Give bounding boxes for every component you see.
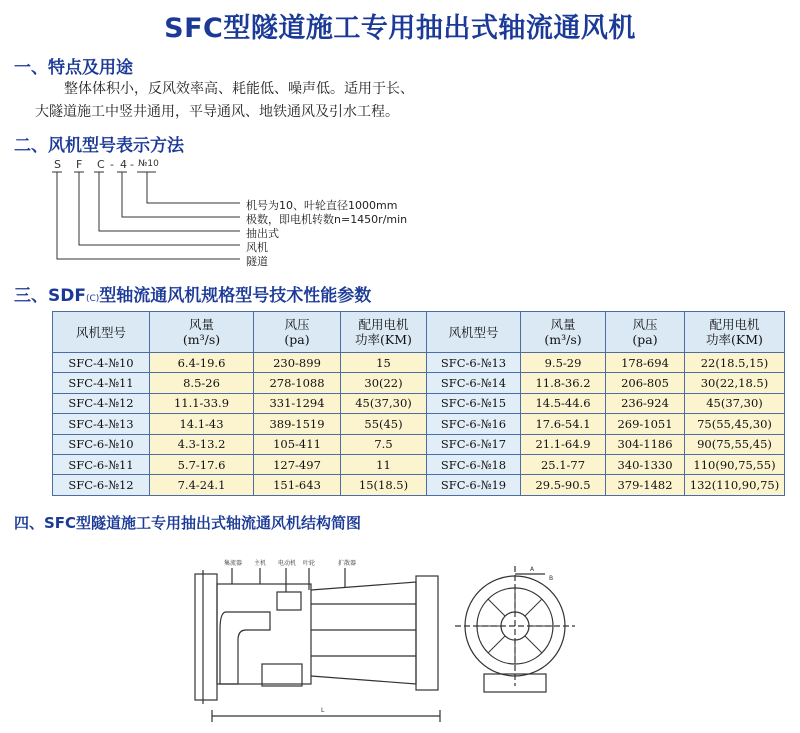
- label-b: B: [549, 575, 554, 582]
- table-cell: 379-1482: [606, 475, 685, 495]
- section-3-sub: (C): [85, 294, 100, 304]
- label-motor: 电动机: [278, 560, 297, 567]
- table-cell: 7.4-24.1: [150, 475, 254, 495]
- table-cell: SFC-4-№11: [53, 373, 150, 393]
- table-cell: 389-1519: [254, 414, 341, 434]
- model-letter-dash-1: -: [110, 158, 114, 171]
- section-3-prefix: 三、SDF: [14, 286, 86, 306]
- model-letter-f: F: [76, 158, 83, 171]
- th-model-2: 风机型号: [427, 312, 521, 353]
- th-airflow-1: 风量 (m³/s): [150, 312, 254, 353]
- table-cell: SFC-6-№14: [427, 373, 521, 393]
- table-cell: 11.8-36.2: [521, 373, 606, 393]
- model-letter-dash-2: -: [130, 158, 134, 171]
- table-cell: 230-899: [254, 353, 341, 373]
- table-cell: SFC-6-№13: [427, 353, 521, 373]
- table-cell: 6.4-19.6: [150, 353, 254, 373]
- table-cell: 15(18.5): [341, 475, 427, 495]
- features-line-1: 整体体积小，反风效率高、耗能低、噪声低。适用于长、: [64, 81, 414, 97]
- model-desc-tunnel: 隧道: [246, 255, 268, 268]
- section-heading-features: 一、特点及用途: [14, 58, 133, 78]
- label-a: A: [530, 566, 535, 573]
- label-collector: 集流器: [224, 560, 243, 567]
- table-cell: SFC-6-№16: [427, 414, 521, 434]
- table-cell: 340-1330: [606, 454, 685, 474]
- table-cell: 11.1-33.9: [150, 393, 254, 413]
- table-cell: 29.5-90.5: [521, 475, 606, 495]
- table-cell: SFC-6-№19: [427, 475, 521, 495]
- table-cell: 206-805: [606, 373, 685, 393]
- model-desc-number: 机号为10、叶轮直径1000mm: [246, 199, 398, 212]
- model-letter-c: C: [97, 158, 105, 171]
- features-line-2: 大隧道施工中竖井通用，平导通风、地铁通风及引水工程。: [35, 104, 399, 120]
- table-cell: 236-924: [606, 393, 685, 413]
- model-letter-number: №10: [138, 159, 159, 169]
- table-cell: SFC-6-№17: [427, 434, 521, 454]
- table-cell: 14.5-44.6: [521, 393, 606, 413]
- label-length: L: [321, 707, 325, 714]
- table-cell: 278-1088: [254, 373, 341, 393]
- table-cell: 90(75,55,45): [685, 434, 785, 454]
- model-desc-extraction: 抽出式: [246, 227, 279, 240]
- table-cell: 105-411: [254, 434, 341, 454]
- diffuser-shape: [311, 582, 416, 684]
- table-cell: 269-1051: [606, 414, 685, 434]
- table-cell: 7.5: [341, 434, 427, 454]
- table-cell: 5.7-17.6: [150, 454, 254, 474]
- table-cell: 8.5-26: [150, 373, 254, 393]
- table-cell: 30(22,18.5): [685, 373, 785, 393]
- th-pressure-1: 风压 (pa): [254, 312, 341, 353]
- table-cell: 45(37,30): [341, 393, 427, 413]
- table-cell: SFC-4-№10: [53, 353, 150, 373]
- model-letter-s: S: [54, 158, 61, 171]
- table-cell: 22(18.5,15): [685, 353, 785, 373]
- page-title: SFC型隧道施工专用抽出式轴流通风机: [164, 13, 636, 44]
- th-motor-1: 配用电机 功率(KM): [341, 312, 427, 353]
- table-cell: 304-1186: [606, 434, 685, 454]
- table-cell: SFC-6-№18: [427, 454, 521, 474]
- model-letter-poles: 4: [120, 158, 127, 171]
- label-main: 主机: [254, 560, 267, 567]
- outlet-flange-shape: [416, 576, 438, 690]
- label-impeller: 叶轮: [303, 560, 316, 567]
- main-housing-shape: [217, 584, 311, 684]
- collector-shape: [195, 574, 217, 700]
- th-model-1: 风机型号: [53, 312, 150, 353]
- table-cell: 55(45): [341, 414, 427, 434]
- base-shape: [262, 664, 302, 686]
- table-cell: 110(90,75,55): [685, 454, 785, 474]
- th-motor-2: 配用电机 功率(KM): [685, 312, 785, 353]
- table-cell: SFC-4-№13: [53, 414, 150, 434]
- table-cell: 178-694: [606, 353, 685, 373]
- table-cell: 11: [341, 454, 427, 474]
- th-airflow-2: 风量 (m³/s): [521, 312, 606, 353]
- table-cell: SFC-6-№15: [427, 393, 521, 413]
- label-diffuser: 扩散器: [338, 560, 357, 567]
- model-desc-fan: 风机: [246, 241, 268, 254]
- table-cell: 21.1-64.9: [521, 434, 606, 454]
- table-cell: 75(55,45,30): [685, 414, 785, 434]
- table-cell: 132(110,90,75): [685, 475, 785, 495]
- table-cell: 151-643: [254, 475, 341, 495]
- section-3-rest: 型轴流通风机规格型号技术性能参数: [99, 286, 372, 306]
- table-cell: 45(37,30): [685, 393, 785, 413]
- table-cell: 30(22): [341, 373, 427, 393]
- table-cell: SFC-6-№11: [53, 454, 150, 474]
- section-heading-diagram: 四、SFC型隧道施工专用抽出式轴流通风机结构简图: [14, 514, 362, 532]
- table-cell: 14.1-43: [150, 414, 254, 434]
- section-heading-model-code: 二、风机型号表示方法: [14, 136, 184, 156]
- th-pressure-2: 风压 (pa): [606, 312, 685, 353]
- table-cell: 4.3-13.2: [150, 434, 254, 454]
- table-cell: 25.1-77: [521, 454, 606, 474]
- table-cell: SFC-6-№12: [53, 475, 150, 495]
- table-cell: 9.5-29: [521, 353, 606, 373]
- table-cell: 331-1294: [254, 393, 341, 413]
- motor-shape: [277, 592, 301, 610]
- table-cell: SFC-4-№12: [53, 393, 150, 413]
- table-cell: 17.6-54.1: [521, 414, 606, 434]
- model-desc-poles: 极数，即电机转数n=1450r/min: [246, 213, 408, 226]
- table-cell: SFC-6-№10: [53, 434, 150, 454]
- table-cell: 15: [341, 353, 427, 373]
- table-cell: 127-497: [254, 454, 341, 474]
